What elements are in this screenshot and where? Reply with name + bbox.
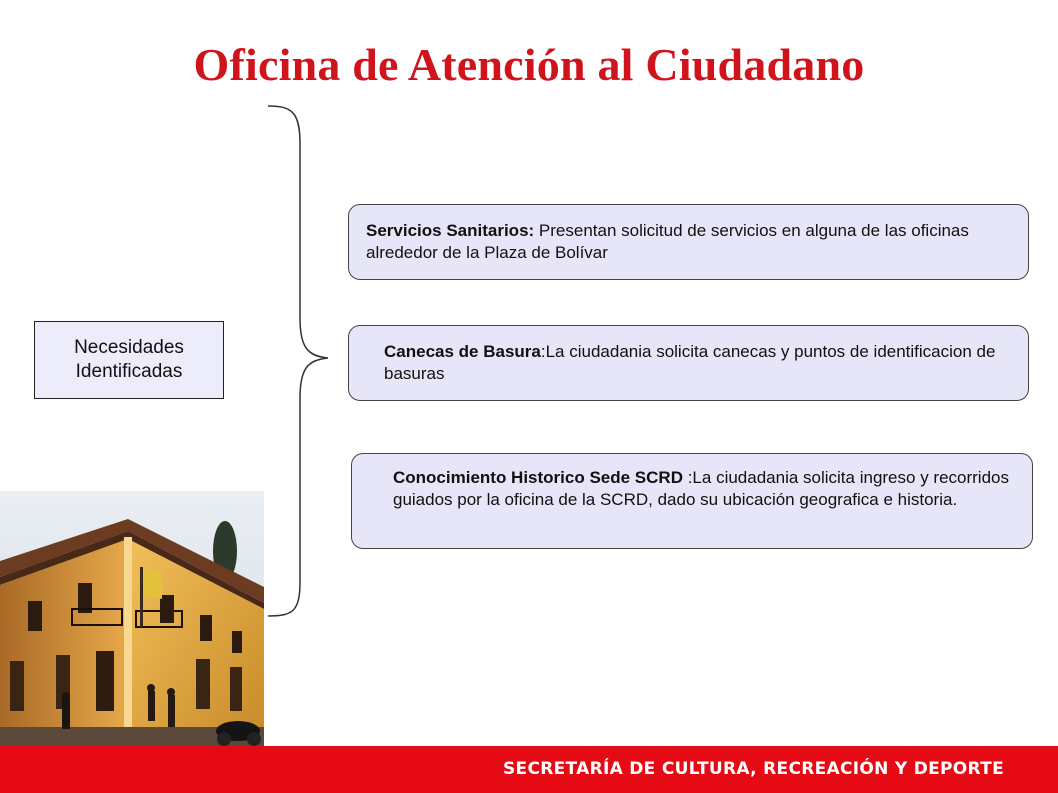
needs-identified-box (34, 321, 224, 399)
footer-organization-name: SECRETARÍA DE CULTURA, RECREACIÓN Y DEPORTE (503, 759, 1004, 779)
building-photo (0, 491, 264, 750)
need-item-heading: Servicios Sanitarios: (366, 221, 535, 240)
curly-brace (266, 104, 336, 620)
page-title: Oficina de Atención al Ciudadano (193, 39, 865, 90)
need-item-trash-bins (348, 325, 1029, 401)
need-item-heading: Canecas de Basura (384, 342, 541, 361)
footer-bar (0, 746, 1058, 793)
need-item-sanitary-services (348, 204, 1029, 280)
need-item-text: :La ciudadania solicita ingreso y recorridos guiados por la oficina de la SCRD, dado su ubicación geografica e historia. (393, 468, 1009, 509)
need-item-text: Presentan solicitud de servicios en alguna de las oficinas alrededor de la Plaza de Bolívar (366, 221, 969, 262)
need-item-heading: Conocimiento Historico Sede SCRD (393, 468, 683, 487)
needs-label: Necesidades Identificadas (74, 337, 184, 382)
need-item-text: :La ciudadania solicita canecas y puntos de identificacion de basuras (384, 342, 996, 383)
need-item-historical-knowledge (351, 453, 1033, 549)
